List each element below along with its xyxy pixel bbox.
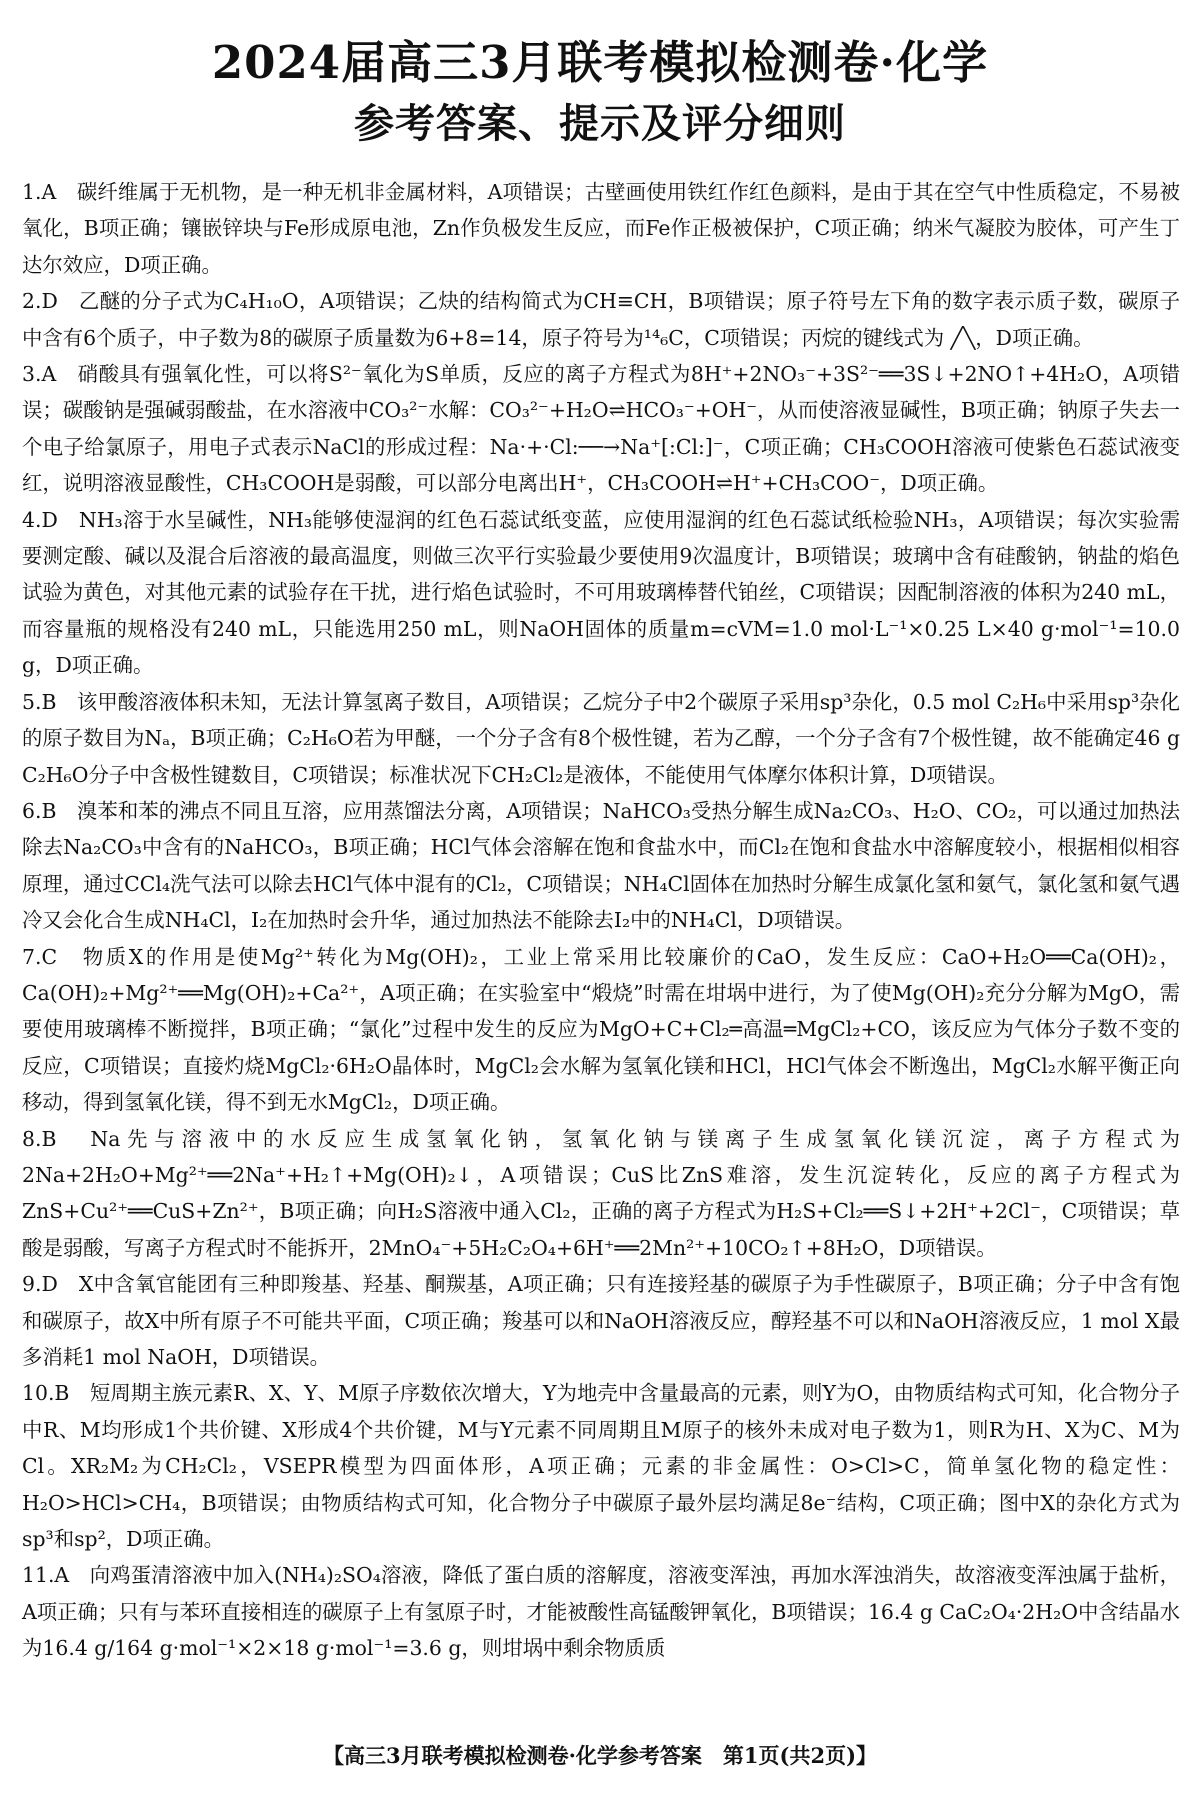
document-title: 2024届高三3月联考模拟检测卷·化学 (211, 36, 989, 89)
answer-item-1: 1.A 碳纤维属于无机物，是一种无机非金属材料，A项错误；古壁画使用铁红作红色颜料，是由于其在空气中性质稳定，不易被氧化，B项正确；镶嵌锌块与Fe形成原电池，Zn作负极发生反应，而Fe作正极被保护，C项正确；纳米气凝胶为胶体，可产生丁达尔效应，D项正确。 (22, 180, 1180, 277)
answer-item-5: 5.B 该甲酸溶液体积未知，无法计算氢离子数目，A项错误；乙烷分子中2个碳原子采用sp³杂化，0.5 mol C₂H₆中采用sp³杂化的原子数目为Nₐ，B项正确；C₂H₆O若为甲醚，一个分子含有8个极性键，若为乙醇，一个分子含有7个极性键，故不能确定46 g C₂H₆O分子中含极性键数目，C项错误；标准状况下CH₂Cl₂是液体，不能使用气体摩尔体积计算，D项错误。 (22, 689, 1180, 787)
answer-item-11: 11.A 向鸡蛋清溶液中加入(NH₄)₂SO₄溶液，降低了蛋白质的溶解度，溶液变浑浊，再加水浑浊消失，故溶液变浑浊属于盐析，A项正确；只有与苯环直接相连的碳原子上有氢原子时，才能被酸性高锰酸钾氧化，B项错误；16.4 g CaC₂O₄·2H₂O中含结晶水为16.4 g/164 g·mol⁻¹×2×18 g·mol⁻¹=3.6 g，则坩埚中剩余物质质 (22, 1563, 1180, 1661)
answer-item-3: 3.A 硝酸具有强氧化性，可以将S²⁻氧化为S单质，反应的离子方程式为8H⁺+2NO₃⁻+3S²⁻══3S↓+2NO↑+4H₂O，A项错误；碳酸钠是强碱弱酸盐，在水溶液中CO₃²⁻水解：CO₃²⁻+H₂O⇌HCO₃⁻+OH⁻，从而使溶液显碱性，B项正确；钠原子失去一个电子给氯原子，用电子式表示NaCl的形成过程：Na·+·Cl:──→Na⁺[:Cl:]⁻，C项正确；CH₃COOH溶液可使紫色石蕊试液变红，说明溶液显酸性，CH₃COOH是弱酸，可以部分电离出H⁺，CH₃COOH⇌H⁺+CH₃COO⁻，D项正确。 (22, 362, 1180, 496)
document-subtitle: 参考答案、提示及评分细则 (354, 100, 846, 147)
answer-item-7: 7.C 物质X的作用是使Mg²⁺转化为Mg(OH)₂，工业上常采用比较廉价的CaO，发生反应：CaO+H₂O══Ca(OH)₂，Ca(OH)₂+Mg²⁺══Mg(OH)₂+Ca²⁺，A项正确；在实验室中“煅烧”时需在坩埚中进行，为了使Mg(OH)₂充分分解为MgO，需要使用玻璃棒不断搅拌，B项正确；“氯化”过程中发生的反应为MgO+C+Cl₂═高温═MgCl₂+CO，该反应为气体分子数不变的反应，C项错误；直接灼烧MgCl₂·6H₂O晶体时，MgCl₂会水解为氢氧化镁和HCl，HCl气体会不断逸出，MgCl₂水解平衡正向移动，得到氢氧化镁，得不到无水MgCl₂，D项正确。 (22, 944, 1180, 1115)
answer-item-9: 9.D X中含氧官能团有三种即羧基、羟基、酮羰基，A项正确；只有连接羟基的碳原子为手性碳原子，B项正确；分子中含有饱和碳原子，故X中所有原子不可能共平面，C项正确；羧基可以和NaOH溶液反应，醇羟基不可以和NaOH溶液反应，1 mol X最多消耗1 mol NaOH，D项错误。 (22, 1272, 1180, 1369)
page-footer: 【高三3月联考模拟检测卷·化学参考答案 第1页(共2页)】 (322, 1743, 878, 1768)
answer-item-4: 4.D NH₃溶于水呈碱性，NH₃能够使湿润的红色石蕊试纸变蓝，应使用湿润的红色石蕊试纸检验NH₃，A项错误；每次实验需要测定酸、碱以及混合后溶液的最高温度，则做三次平行实验最少要使用9次温度计，B项错误；玻璃中含有硅酸钠，钠盐的焰色试验为黄色，对其他元素的试验存在干扰，进行焰色试验时，不可用玻璃棒替代铂丝，C项错误；因配制溶液的体积为240 mL，而容量瓶的规格没有240 mL，只能选用250 mL，则NaOH固体的质量m=cVM=1.0 mol·L⁻¹×0.25 L×40 g·mol⁻¹=10.0 g，D项正确。 (22, 507, 1180, 678)
answer-item-10: 10.B 短周期主族元素R、X、Y、M原子序数依次增大，Y为地壳中含量最高的元素，则Y为O，由物质结构式可知，化合物分子中R、M均形成1个共价键、X形成4个共价键，M与Y元素不同周期且M原子的核外未成对电子数为1，则R为H、X为C、M为Cl。XR₂M₂为CH₂Cl₂，VSEPR模型为四面体形，A项正确；元素的非金属性：O>Cl>C，简单氢化物的稳定性：H₂O>HCl>CH₄，B项错误；由物质结构式可知，化合物分子中碳原子最外层均满足8e⁻结构，C项正确；图中X的杂化方式为sp³和sp²，D项正确。 (22, 1381, 1180, 1552)
answer-item-8: 8.B Na先与溶液中的水反应生成氢氧化钠，氢氧化钠与镁离子生成氢氧化镁沉淀，离子方程式为2Na+2H₂O+Mg²⁺══2Na⁺+H₂↑+Mg(OH)₂↓，A项错误；CuS比ZnS难溶，发生沉淀转化，反应的离子方程式为ZnS+Cu²⁺══CuS+Zn²⁺，B项正确；向H₂S溶液中通入Cl₂，正确的离子方程式为H₂S+Cl₂══S↓+2H⁺+2Cl⁻，C项错误；草酸是弱酸，写离子方程式时不能拆开，2MnO₄⁻+5H₂C₂O₄+6H⁺══2Mn²⁺+10CO₂↑+8H₂O，D项错误。 (22, 1126, 1180, 1260)
answer-item-6: 6.B 溴苯和苯的沸点不同且互溶，应用蒸馏法分离，A项错误；NaHCO₃受热分解生成Na₂CO₃、H₂O、CO₂，可以通过加热法除去Na₂CO₃中含有的NaHCO₃，B项正确；HCl气体会溶解在饱和食盐水中，而Cl₂在饱和食盐水中溶解度较小，根据相似相容原理，通过CCl₄洗气法可以除去HCl气体中混有的Cl₂，C项错误；NH₄Cl固体在加热时分解生成氯化氢和氨气，氯化氢和氨气遇冷又会化合生成NH₄Cl，I₂在加热时会升华，通过加热法不能除去I₂中的NH₄Cl，D项错误。 (22, 798, 1180, 933)
answers-body (22, 174, 1180, 1667)
answer-item-2: 2.D 乙醚的分子式为C₄H₁₀O，A项错误；乙炔的结构简式为CH≡CH，B项错误；原子符号左下角的数字表示质子数，碳原子中含有6个质子，中子数为8的碳原子质量数为6+8=14，原子符号为¹⁴₆C，C项错误；丙烷的键线式为 ╱╲，D项正确。 (22, 289, 1180, 350)
